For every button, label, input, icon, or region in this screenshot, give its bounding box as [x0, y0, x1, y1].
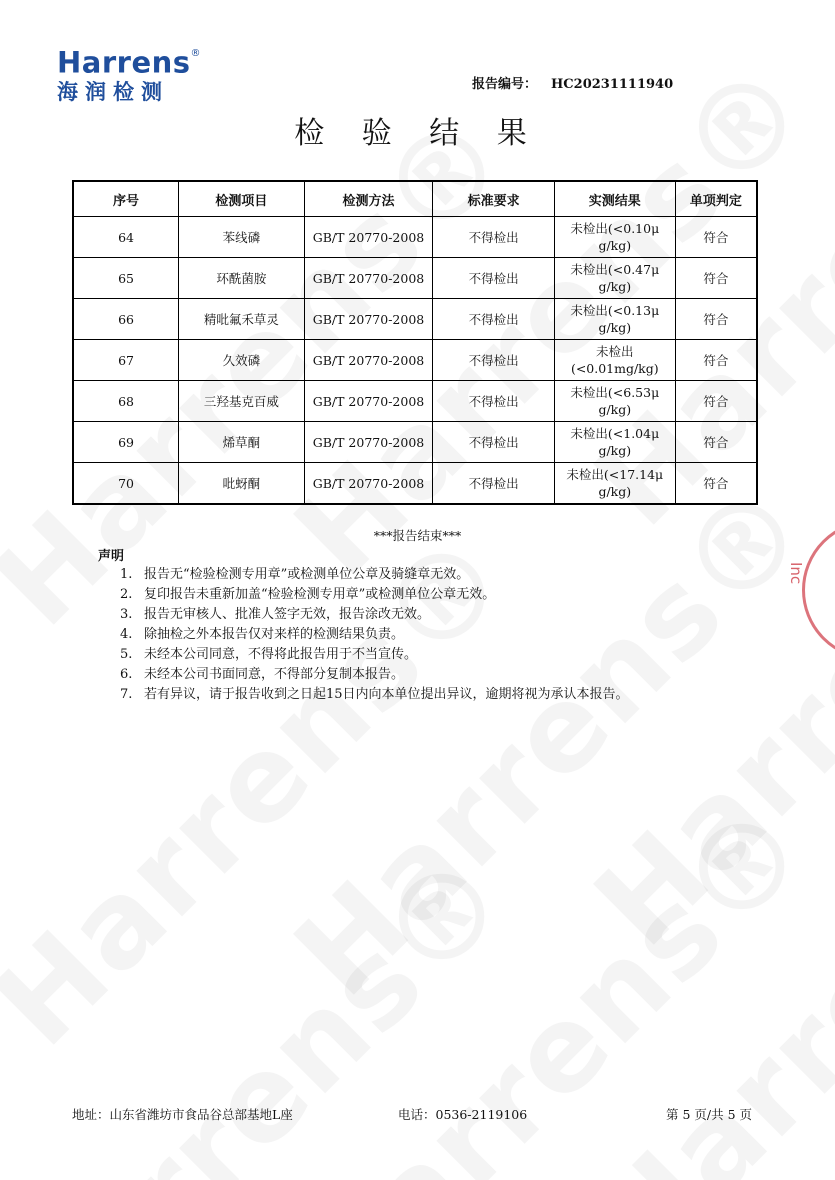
- cell-no: 69: [73, 422, 179, 463]
- cell-requirement: 不得检出: [433, 217, 555, 258]
- watermark-text: [0, 826, 535, 1180]
- cell-method: GB/T 20770-2008: [304, 463, 433, 505]
- list-item: [120, 565, 629, 585]
- table-row: [73, 463, 757, 505]
- item-number: 5.: [120, 647, 133, 662]
- table-row: [73, 258, 757, 299]
- cell-item: 苯线磷: [179, 217, 305, 258]
- list-item: [120, 605, 629, 625]
- cell-no: 66: [73, 299, 179, 340]
- page-title: 检 验 结 果: [294, 116, 541, 151]
- result-line2: g/kg): [598, 320, 632, 335]
- result-line2: g/kg): [598, 238, 632, 253]
- item-number: 4.: [120, 627, 133, 642]
- result-line2: (<0.01mg/kg): [570, 361, 659, 376]
- item-text: 除抽检之外本报告仅对来样的检测结果负责。: [144, 627, 405, 642]
- cell-verdict: 符合: [675, 422, 757, 463]
- result-line1: 未检出(<0.47μ: [570, 262, 660, 277]
- footer-phone: 电话：0536-2119106: [398, 1107, 528, 1122]
- cell-method: GB/T 20770-2008: [304, 422, 433, 463]
- report-number-label: 报告编号：: [472, 77, 538, 92]
- result-line1: 未检出(<1.04μ: [570, 426, 660, 441]
- result-line1: 未检出(<0.10μ: [570, 221, 660, 236]
- result-line2: g/kg): [598, 484, 632, 499]
- cell-requirement: 不得检出: [433, 258, 555, 299]
- col-header-result: 实测结果: [554, 181, 675, 217]
- result-line1: 未检出(<0.13μ: [570, 303, 660, 318]
- seal-text: Inc: [787, 562, 805, 585]
- item-number: 7.: [120, 687, 133, 702]
- item-number: 6.: [120, 667, 133, 682]
- cell-method: GB/T 20770-2008: [304, 299, 433, 340]
- cell-verdict: 符合: [675, 340, 757, 381]
- col-header-verdict: 单项判定: [675, 181, 757, 217]
- logo-en: Harrens: [57, 45, 191, 80]
- cell-verdict: 符合: [675, 381, 757, 422]
- cell-verdict: 符合: [675, 299, 757, 340]
- cell-no: 68: [73, 381, 179, 422]
- cell-method: GB/T 20770-2008: [304, 340, 433, 381]
- cell-method: GB/T 20770-2008: [304, 381, 433, 422]
- logo-cn: 海润检测: [57, 79, 169, 104]
- cell-requirement: 不得检出: [433, 463, 555, 505]
- col-header-requirement: 标准要求: [433, 181, 555, 217]
- logo-reg-mark: ®: [190, 48, 202, 59]
- cell-no: 67: [73, 340, 179, 381]
- result-line1: 未检出(<6.53μ: [570, 385, 660, 400]
- declaration-heading: 声明: [98, 549, 125, 564]
- cell-result: [554, 217, 675, 258]
- report-number-value: HC20231111940: [551, 77, 674, 92]
- cell-result: [554, 381, 675, 422]
- cell-no: 64: [73, 217, 179, 258]
- table-row: [73, 217, 757, 258]
- declaration-list: [120, 565, 629, 705]
- item-text: 复印报告未重新加盖“检验检测专用章”或检测单位公章无效。: [144, 587, 496, 602]
- cell-method: GB/T 20770-2008: [304, 217, 433, 258]
- report-number: [472, 73, 673, 92]
- item-text: 报告无审核人、批准人签字无效，报告涂改无效。: [144, 607, 431, 622]
- cell-result: [554, 463, 675, 505]
- col-header-method: 检测方法: [304, 181, 433, 217]
- result-line2: g/kg): [598, 279, 632, 294]
- result-line2: g/kg): [598, 402, 632, 417]
- item-text: 未经本公司书面同意，不得部分复制本报告。: [144, 667, 405, 682]
- table-row: [73, 299, 757, 340]
- col-header-item: 检测项目: [179, 181, 305, 217]
- list-item: [120, 685, 629, 705]
- result-line1: 未检出: [596, 344, 634, 359]
- list-item: [120, 645, 629, 665]
- cell-requirement: 不得检出: [433, 299, 555, 340]
- table-row: [73, 381, 757, 422]
- cell-requirement: 不得检出: [433, 381, 555, 422]
- footer-address: 地址：山东省潍坊市食品谷总部基地L座: [72, 1107, 293, 1122]
- cell-item: 环酰菌胺: [179, 258, 305, 299]
- cell-method: GB/T 20770-2008: [304, 258, 433, 299]
- cell-item: 吡蚜酮: [179, 463, 305, 505]
- cell-verdict: 符合: [675, 258, 757, 299]
- company-logo: [57, 44, 201, 105]
- footer-page-number: 第 5 页/共 5 页: [666, 1107, 753, 1122]
- table-header-row: [73, 181, 757, 217]
- col-header-no: 序号: [73, 181, 179, 217]
- table-row: [73, 422, 757, 463]
- list-item: [120, 665, 629, 685]
- item-number: 3.: [120, 607, 133, 622]
- item-text: 未经本公司同意，不得将此报告用于不当宣传。: [144, 647, 418, 662]
- cell-requirement: 不得检出: [433, 340, 555, 381]
- result-line1: 未检出(<17.14μ: [566, 467, 664, 482]
- cell-result: [554, 299, 675, 340]
- cell-result: [554, 422, 675, 463]
- results-table: [72, 180, 758, 505]
- list-item: [120, 625, 629, 645]
- cell-verdict: 符合: [675, 463, 757, 505]
- item-number: 2.: [120, 587, 133, 602]
- cell-requirement: 不得检出: [433, 422, 555, 463]
- report-end-mark: ***报告结束***: [373, 528, 462, 543]
- cell-item: 烯草酮: [179, 422, 305, 463]
- cell-verdict: 符合: [675, 217, 757, 258]
- item-number: 1.: [120, 567, 133, 582]
- cell-result: [554, 340, 675, 381]
- cell-item: 三羟基克百威: [179, 381, 305, 422]
- cell-item: 精吡氟禾草灵: [179, 299, 305, 340]
- cell-result: [554, 258, 675, 299]
- item-text: 若有异议，请于报告收到之日起15日内向本单位提出异议，逾期将视为承认本报告。: [144, 687, 629, 702]
- cell-item: 久效磷: [179, 340, 305, 381]
- cell-no: 70: [73, 463, 179, 505]
- list-item: [120, 585, 629, 605]
- item-text: 报告无“检验检测专用章”或检测单位公章及骑缝章无效。: [144, 567, 470, 582]
- table-row: [73, 340, 757, 381]
- cell-no: 65: [73, 258, 179, 299]
- result-line2: g/kg): [598, 443, 632, 458]
